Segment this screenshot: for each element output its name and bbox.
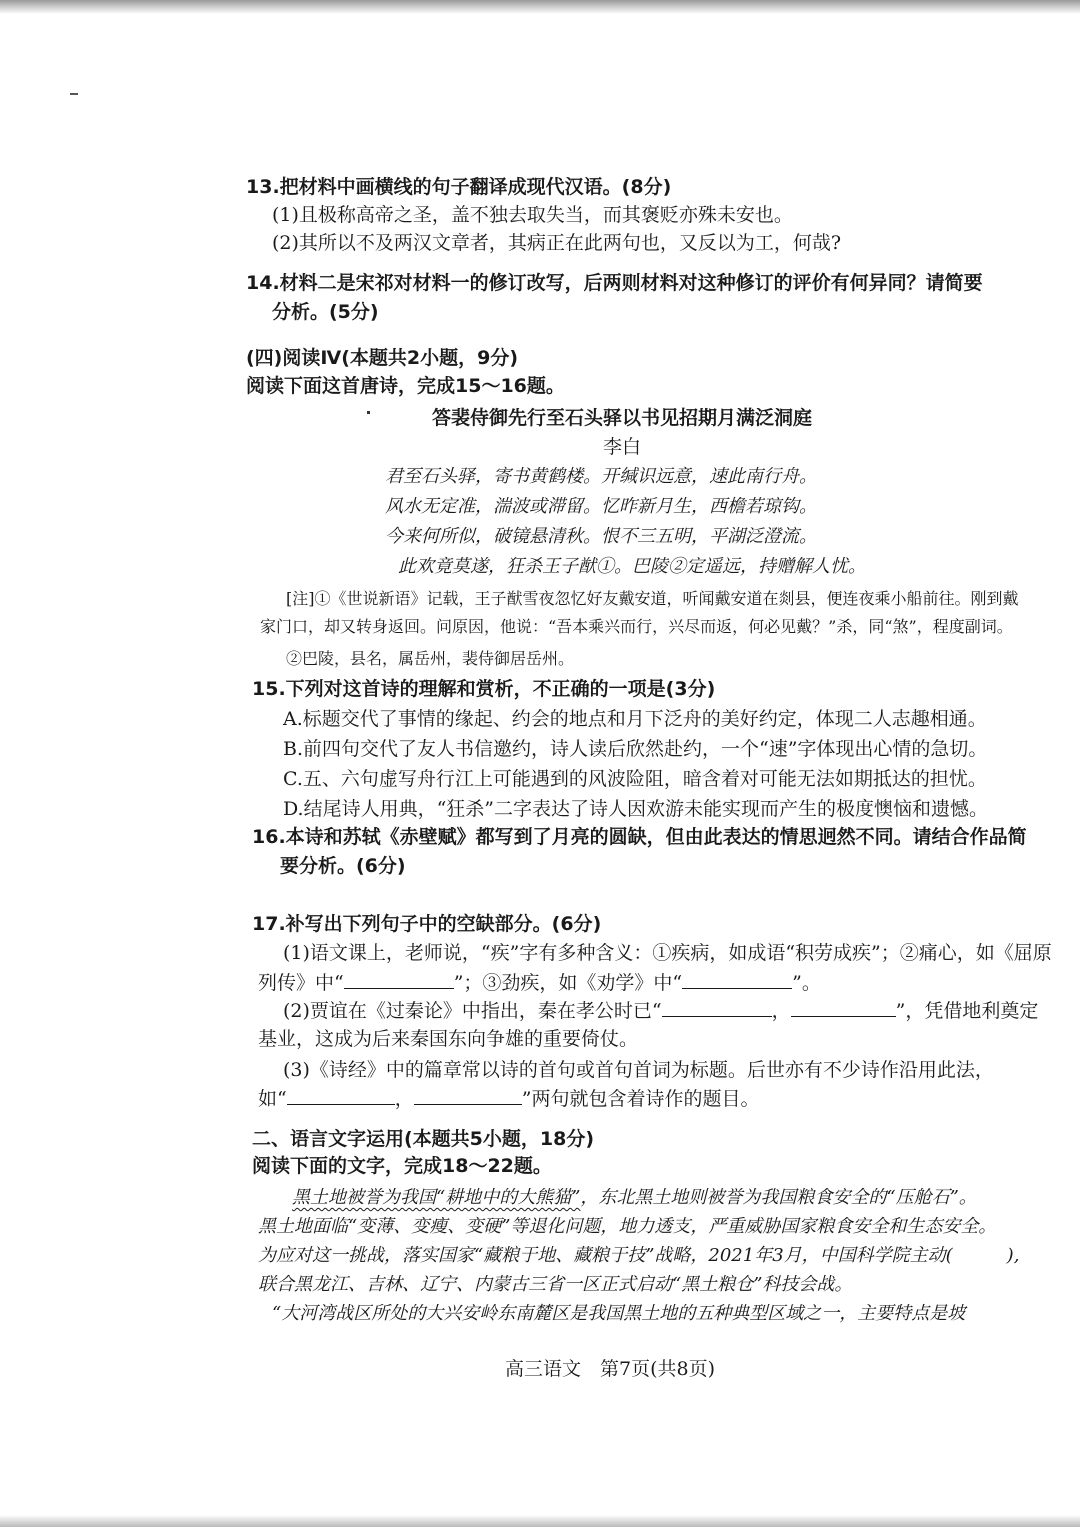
q17-text: (2)贾谊在《过秦论》中指出，秦在孝公时已“ bbox=[283, 1000, 662, 1022]
q17-text: ”，凭借地利奠定 bbox=[895, 1000, 1039, 1022]
q14-line-2: 分析。(5分) bbox=[272, 301, 379, 323]
q17-text: ”；③劲疾，如《劝学》中“ bbox=[453, 972, 683, 994]
q13-item-2: (2)其所以不及两汉文章者，其病正在此两句也，又反以为工，何哉? bbox=[272, 232, 842, 254]
poem-line: 此欢竟莫遂，狂杀王子猷①。巴陵②定遥远，持赠解人忧。 bbox=[398, 556, 866, 577]
answer-blank[interactable] bbox=[682, 970, 792, 989]
q16-line-2: 要分析。(6分) bbox=[280, 855, 406, 877]
q17-text: ”两句就包含着诗作的题目。 bbox=[521, 1088, 760, 1110]
q14-line-1: 14.材料二是宋祁对材料一的修订改写，后两则材料对这种修订的评价有何异同？请简要 bbox=[246, 272, 983, 294]
poem-line: 风水无定准，湍波或滞留。忆昨新月生，西檐若琼钩。 bbox=[385, 496, 817, 517]
passage-line-5: “大河湾战区所处的大兴安岭东南麓区是我国黑土地的五种典型区域之一，主要特点是坡 bbox=[272, 1303, 966, 1324]
q17-text: 如“ bbox=[258, 1088, 287, 1110]
passage-underlined-sentence: 黑土地被誉为我国“耕地中的大熊猫” bbox=[292, 1187, 581, 1208]
q13-item-1: (1)且极称高帝之圣，盖不独去取失当，而其褒贬亦殊未安也。 bbox=[272, 204, 793, 226]
passage-line-2: 黑土地面临“变薄、变瘦、变硬”等退化问题，地力透支，严重威胁国家粮食安全和生态安全。 bbox=[258, 1216, 997, 1237]
q17-part1-line2 bbox=[258, 970, 821, 996]
q17-part3-line1: (3)《诗经》中的篇章常以诗的首句或首句首词为标题。后世亦有不少诗作沿用此法， bbox=[283, 1059, 994, 1081]
q13-title: 13.把材料中画横线的句子翻译成现代汉语。(8分) bbox=[246, 176, 672, 198]
answer-blank[interactable] bbox=[791, 998, 896, 1017]
q15-option-a: A.标题交代了事情的缘起、约会的地点和月下泛舟的美好约定，体现二人志趣相通。 bbox=[283, 708, 987, 730]
poem-title: 答裴侍御先行至石头驿以书见招期月满泛洞庭 bbox=[431, 407, 812, 429]
q17-title: 17.补写出下列句子中的空缺部分。(6分) bbox=[252, 913, 602, 935]
q17-part2-line2: 基业，这成为后来秦国东向争雄的重要倚仗。 bbox=[258, 1028, 639, 1050]
q15-option-b: B.前四句交代了友人书信邀约，诗人读后欣然赴约，一个“速”字体现出心情的急切。 bbox=[283, 738, 988, 760]
scan-speck bbox=[70, 93, 78, 95]
poem-author: 李白 bbox=[602, 436, 641, 458]
scan-bottom-edge bbox=[0, 1515, 1080, 1527]
q15-option-c: C.五、六句虚写舟行江上可能遇到的风波险阻，暗含着对可能无法如期抵达的担忧。 bbox=[283, 768, 987, 790]
q17-part1-line1: (1)语文课上，老师说，“疾”字有多种含义：①疾病，如成语“积劳成疾”；②痛心，如《屈原 bbox=[283, 942, 1052, 964]
poem-line: 今来何所似，破镜悬清秋。恨不三五明，平湖泛澄流。 bbox=[385, 526, 817, 547]
scan-top-edge bbox=[0, 0, 1080, 14]
q17-part3-line2 bbox=[258, 1086, 759, 1112]
q15-option-d: D.结尾诗人用典，“狂杀”二字表达了诗人因欢游未能实现而产生的极度懊恼和遗憾。 bbox=[283, 798, 989, 820]
poem-note-line-3: ②巴陵，县名，属岳州，裴侍御居岳州。 bbox=[286, 649, 575, 668]
passage-line-1 bbox=[292, 1185, 977, 1211]
passage-line-3: 为应对这一挑战，落实国家“藏粮于地、藏粮于技”战略，2021年3月，中国科学院主动( ), bbox=[258, 1245, 1020, 1266]
q17-text: ， bbox=[771, 1000, 791, 1022]
answer-blank[interactable] bbox=[287, 1086, 395, 1105]
answer-blank[interactable] bbox=[414, 1086, 522, 1105]
poem-note-line-2: 家门口，却又转身返回。问原因，他说：“吾本乘兴而行，兴尽而返，何必见戴？”杀，同“煞”，程度副词。 bbox=[260, 617, 1013, 636]
q17-part2-line1 bbox=[283, 998, 1038, 1024]
answer-blank[interactable] bbox=[344, 970, 454, 989]
q15-title: 15.下列对这首诗的理解和赏析，不正确的一项是(3分) bbox=[252, 678, 716, 700]
passage-line-4: 联合黑龙江、吉林、辽宁、内蒙古三省一区正式启动“黑土粮仓”科技会战。 bbox=[258, 1274, 853, 1295]
section2-header: 二、语言文字运用(本题共5小题，18分) bbox=[252, 1128, 595, 1150]
passage-text: ，东北黑土地则被誉为我国粮食安全的“压舱石”。 bbox=[580, 1187, 977, 1208]
poem-note-line-1: [注]①《世说新语》记载，王子猷雪夜忽忆好友戴安道，听闻戴安道在剡县，便连夜乘小船前往。刚到戴 bbox=[286, 589, 1019, 608]
section4-header: (四)阅读Ⅳ(本题共2小题，9分) bbox=[246, 347, 519, 369]
answer-blank[interactable] bbox=[662, 998, 772, 1017]
q17-text: 列传》中“ bbox=[258, 972, 344, 994]
q16-line-1: 16.本诗和苏轼《赤壁赋》都写到了月亮的圆缺，但由此表达的情思迥然不同。请结合作品简 bbox=[252, 826, 1027, 848]
page-footer: 高三语文 第7页(共8页) bbox=[504, 1358, 715, 1380]
q17-text: ， bbox=[394, 1088, 414, 1110]
poem-line: 君至石头驿，寄书黄鹤楼。开缄识远意，速此南行舟。 bbox=[385, 466, 817, 487]
section2-instruction: 阅读下面的文字，完成18～22题。 bbox=[252, 1155, 552, 1177]
q17-text: ”。 bbox=[792, 972, 821, 994]
section4-instruction: 阅读下面这首唐诗，完成15～16题。 bbox=[246, 375, 565, 397]
